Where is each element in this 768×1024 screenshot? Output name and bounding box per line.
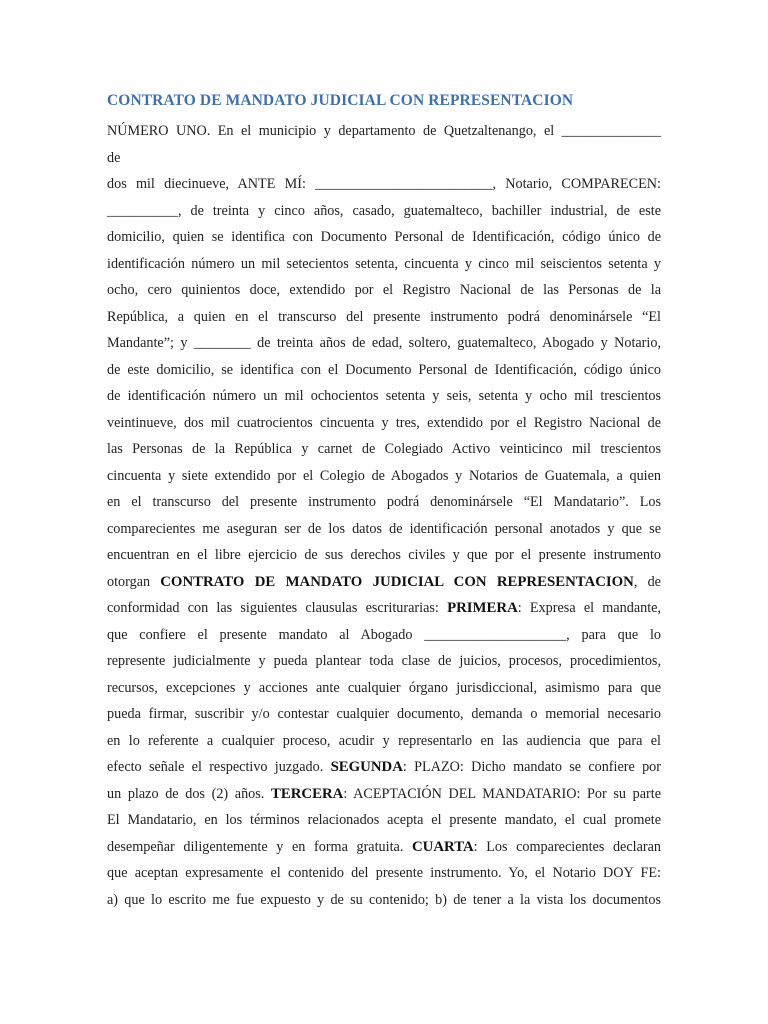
text-line-16: comparecientes me aseguran ser de los datos de identificación personal anotados y que se <box>107 520 661 537</box>
text-line-26 <box>107 781 661 808</box>
line-text: : PLAZO: Dicho mandato se confiere por <box>402 759 661 775</box>
line-text: : Expresa el mandante, <box>517 600 661 616</box>
text-line-23: pueda firmar, suscribir y/o contestar cualquier documento, demanda o memorial necesario <box>107 706 661 722</box>
text-line-1: NÚMERO UNO. En el municipio y departamento de Quetzaltenango, el ______________ <box>107 123 661 139</box>
text-line-7: ocho, cero quinientos doce, extendido por el Registro Nacional de las Personas de la <box>107 282 661 298</box>
text-line-30: a) que lo escrito me fue expuesto y de su contenido; b) de tener a la vista los documentos <box>107 891 661 908</box>
line-text: , de <box>633 573 661 590</box>
clause-heading-primera: PRIMERA <box>447 600 518 616</box>
clause-heading-segunda: SEGUNDA <box>330 759 403 775</box>
text-line-5: domicilio, quien se identifica con Documento Personal de Identificación, código único de <box>107 229 661 245</box>
text-line-27: El Mandatario, en los términos relacionados acepta el presente mandato, el cual promete <box>107 812 661 828</box>
line-text: otorgan <box>107 573 161 590</box>
text-line-28 <box>107 834 661 861</box>
document-title: CONTRATO DE MANDATO JUDICIAL CON REPRESENTACION <box>107 92 574 109</box>
text-line-29: que aceptan expresamente el contenido del presente instrumento. Yo, el Notario DOY FE: <box>107 865 661 881</box>
text-line-21: represente judicialmente y pueda plantear toda clase de juicios, procesos, procedimientos, <box>107 653 661 669</box>
clause-heading-tercera: TERCERA <box>270 785 344 802</box>
text-line-4: __________, de treinta y cinco años, casado, guatemalteco, bachiller industrial, de este <box>107 202 661 219</box>
text-line-17: encuentran en el libre ejercicio de sus derechos civiles y que por el presente instrumento <box>107 547 661 563</box>
text-line-9: Mandante”; y ________ de treinta años de edad, soltero, guatemalteco, Abogado y Notario, <box>107 335 661 351</box>
text-line-3: dos mil diecinueve, ANTE MÍ: _________________________, Notario, COMPARECEN: <box>107 176 661 192</box>
contract-name-bold: CONTRATO DE MANDATO JUDICIAL CON REPRESENTACION <box>160 573 634 590</box>
text-line-19 <box>107 595 661 622</box>
text-line-18 <box>107 569 661 596</box>
line-text: un plazo de dos (2) años. <box>107 785 271 802</box>
line-text: desempeñar diligentemente y en forma gratuita. <box>107 838 412 855</box>
clause-heading-cuarta: CUARTA <box>411 838 474 855</box>
text-line-14: cincuenta y siete extendido por el Colegio de Abogados y Notarios de Guatemala, a quien <box>107 467 661 484</box>
line-text: efecto señale el respectivo juzgado. <box>107 759 331 775</box>
line-text: : ACEPTACIÓN DEL MANDATARIO: Por su parte <box>343 785 661 802</box>
text-line-24: en lo referente a cualquier proceso, acudir y representarlo en las audiencia que para el <box>107 732 661 749</box>
text-line-20: que confiere el presente mandato al Abogado ____________________, para que lo <box>107 626 661 643</box>
text-line-2: de <box>107 149 121 166</box>
text-line-13: las Personas de la República y carnet de Colegiado Activo veinticinco mil trescientos <box>107 441 661 457</box>
text-line-12: veintinueve, dos mil cuatrocientos cincuenta y tres, extendido por el Registro Nacional de <box>107 414 661 431</box>
text-line-15: en el transcurso del presente instrumento podrá denominársele “El Mandatario”. Los <box>107 494 661 510</box>
line-text: : Los comparecientes declaran <box>473 838 662 855</box>
text-line-11: de identificación número un mil ochocientos setenta y seis, setenta y ocho mil trescientos <box>107 388 661 404</box>
text-line-25 <box>107 754 661 781</box>
text-line-22: recursos, excepciones y acciones ante cualquier órgano jurisdiccional, asimismo para que <box>107 679 661 696</box>
text-line-8: República, a quien en el transcurso del presente instrumento podrá denominársele “El <box>107 308 661 325</box>
text-line-6: identificación número un mil setecientos setenta, cincuenta y cinco mil seiscientos setenta y <box>107 255 661 272</box>
text-line-10: de este domicilio, se identifica con el Documento Personal de Identificación, código único <box>107 361 661 378</box>
line-text: conformidad con las siguientes clausulas escriturarias: <box>107 600 448 616</box>
document-body <box>107 118 661 913</box>
